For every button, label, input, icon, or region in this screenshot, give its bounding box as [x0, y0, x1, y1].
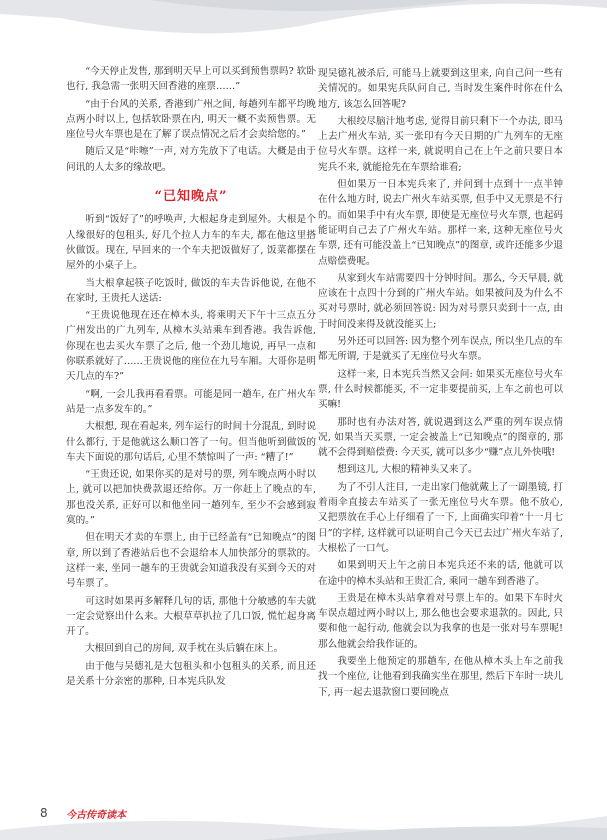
- paragraph: 当大根拿起筷子吃饭时, 做饭的车夫告诉他说, 在他不在家时, 王贵托人送话:: [66, 277, 316, 304]
- paragraph: 王贵是在樟木头站拿着对号票上车的。如果下车时火车误点超过两小时以上, 那么他也会要求退款的。因此, 只要和他一起行动, 他就会以为我拿的也是一张对号车票呢! 那么他就会给我作证的。: [318, 592, 563, 650]
- paragraph: 想到这儿, 大根的精神头又来了。: [337, 464, 478, 476]
- paragraph: 另外还可以回答: 因为整个列车误点, 所以坐几点的车都无所谓, 于是就买了无座位号火车票。: [318, 336, 563, 363]
- paragraph: 那时也有办法对答, 就说遇到这么严重的列车误点情况, 如果当天买票, 一定会被盖上“已知晚点”的图章的, 那就不会得到赔偿费: 今天买, 就可以多少“赚”点儿外快哦!: [318, 416, 563, 459]
- paragraph: 但如果万一日本宪兵来了, 并问到十点到十一点半钟在什么地方时, 说去广州火车站买票, 但手中又无票是不行的。而如果手中有火车票, 即使是无座位号火车票, 也起码能证明自己去了广州火车站。那样一来, 这种无座位号火车票, 还有可能没盖上“已知晚点”的图章, 或许还能多少退点赔偿费呢。: [318, 179, 563, 267]
- paragraph: 可这时如果再多解释几句的话, 那他十分敏感的车夫就一定会觉察出什么来。大根草草扒拉了几口饭, 慌忙起身离开了。: [66, 595, 316, 638]
- paragraph: “王贵说他现在还在樟木头, 将乘明天下午十三点五分广州发出的广九列车, 从樟木头站乘车到香港。我告诉他, 你现在也去买火车票了之后, 他一个劲儿地说, 再早一点和你联系就好了……王贵说他的座位在九号车厢。大哥你是明天几点的车?”: [66, 310, 316, 383]
- left-column: [66, 64, 316, 691]
- paragraph: 现吴德礼被杀后, 可能马上就要到这里来, 向自己问一些有关情况的。如果宪兵队问自己, 当时发生案件时你在什么地方, 该怎么回答呢?: [318, 68, 563, 110]
- paragraph: “由于台风的关系, 香港到广州之间, 每趟列车都平均晚点两小时以上, 包括软卧票在内, 明天一概不卖预售票。无座位号火车票也是在了解了误点情况之后才会卖给您的。”: [66, 98, 316, 141]
- paragraph: 但在明天才卖的车票上, 由于已经盖有“已知晚点”的图章, 所以到了香港站后也不会退给本人加快部分的票款的。这样一来, 坐同一趟车的王贵就会知道我没有买到今天的对号车票了。: [66, 532, 316, 590]
- paragraph: 如果到明天上午之前日本宪兵还不来的话, 他就可以在途中的樟木头站和王贵汇合, 乘同一趟车到香港了。: [318, 560, 563, 587]
- page-number: 8: [40, 806, 48, 820]
- paragraph: 由于他与吴德礼是大包租头和小包租头的关系, 而且还是关系十分亲密的那种, 日本宪兵队发: [66, 660, 316, 687]
- paragraph: 大根绞尽脑汁地考虑, 觉得目前只剩下一个办法, 即马上去广州火车站, 买一张印有今天日期的广九列车的无座位号火车票。这样一来, 就说明自己在上午之前只要日本宪兵不来, 就能抢先在车票给谁看;: [318, 115, 563, 173]
- paragraph: 从家到火车站需要四十分钟时间。那么, 今天早晨, 就应该在十点四十分到的广州火车站。如果被问及为什么不买对号票时, 就必须回答说: 因为对号票只卖到十一点, 由于时间没来得及就没能买上;: [318, 272, 563, 330]
- paragraph: “王贵还说, 如果你买的是对号的票, 列车晚点两小时以上, 就可以把加快费款退还给你。万一你赶上了晚点的车, 那也没关系, 正好可以和他坐同一趟列车, 至少不会感到寂寞的。”: [66, 469, 316, 527]
- brand-logo: 今古传奇读本: [66, 810, 126, 821]
- paragraph: 这样一来, 日本宪兵当然又会问: 如果买无座位号火车票, 什么时候都能买, 不一定非要提前买, 上车之前也可以买嘛!: [318, 368, 563, 411]
- paragraph: 大根回到自己的房间, 双手枕在头后躺在床上。: [85, 643, 284, 655]
- paragraph: 听到“饭好了”的呼唤声, 大根起身走到屋外。大根是个人缘很好的包租头, 好几个拉人力车的车夫, 都在他这里搭伙做饭。现在, 早回来的一个车夫把饭做好了, 饭菜都摆在屋外的小桌子上。: [66, 214, 316, 272]
- right-column: [318, 66, 563, 702]
- top-decoration: [0, 0, 607, 40]
- paragraph: 我要坐上他预定的那趟车, 在他从樟木头上车之前我找一个座位, 让他看到我确实坐在那里, 然后下车时一块儿下, 再一起去退款窗口要回晚点: [318, 655, 563, 698]
- paragraph: “今天停止发售, 那到明天早上可以买到预售票吗? 软卧也行, 我急需一张明天回香港的座票……”: [66, 66, 316, 93]
- paragraph: 为了不引人注目, 一走出家门他就戴上了一副墨镜, 打着雨伞直接去车站买了一张无座位号火车票。他不放心, 又把票放在手心上仔细看了一下, 上面确实印着“十一月七日”的字样, 这样就可以证明自己今天已去过广州火车站了, 大根松了一口气。: [318, 481, 563, 554]
- paragraph: 随后又是“咔嚓”一声, 对方先放下了电话。大概是由于问讯的人太多的缘故吧。: [66, 146, 316, 173]
- paragraph: 大根想, 现在看起来, 列车运行的时间十分混乱, 到时说什么都行, 于是他就这么顺口答了一句。但当他听到做饭的车夫下面说的那句话后, 心里不禁惊叫了一声: “糟了!”: [66, 421, 316, 463]
- section-heading: “已知晚点”: [154, 189, 228, 205]
- paragraph: “啊, 一会儿我再看看票。可能是同一趟车, 在广州火车站是一点多发车的。”: [66, 388, 316, 415]
